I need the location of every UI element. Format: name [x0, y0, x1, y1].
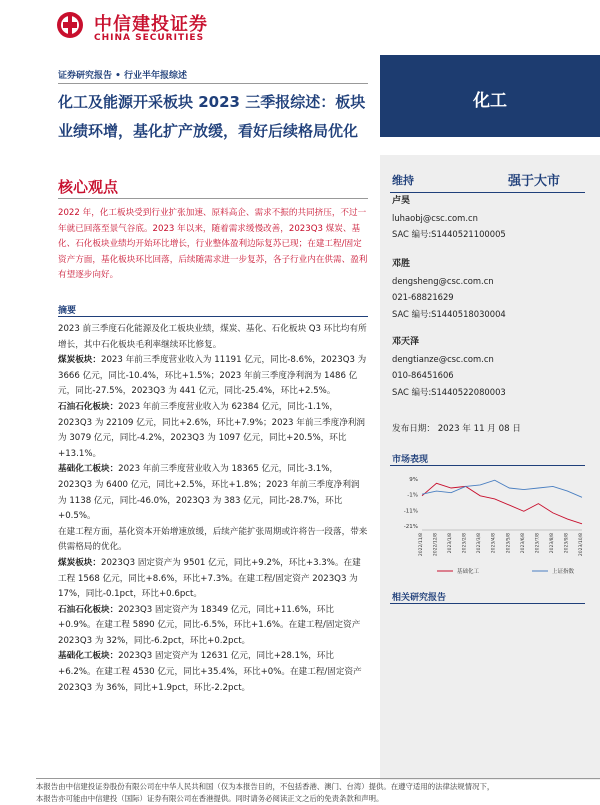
y-tick-label: 9%: [409, 477, 418, 484]
core-view-text: 2022 年，化工板块受到行业扩张加速、原料高企、需求不振的共同挤压，不过一年就已回落至景气谷底。2023 年以来，随着需求缓慢改善，2023Q3 煤炭、基化、石化板块业绩均开始环比增长，行业整体盈利边际复苏已现；在建工程/固定资产方面，基化板块环比回落，后续随需求进一步复苏，各子行业内在供需、盈利有望逐步向好。: [58, 208, 368, 281]
analyst-name: 卢昊: [392, 196, 411, 206]
analyst-name: 邓天泽: [392, 337, 420, 347]
paragraph-label: 煤炭板块：: [58, 557, 101, 568]
analyst-phone: 021-68821629: [392, 292, 454, 302]
sector-label: 化工: [473, 91, 507, 111]
revenue-coal: [58, 353, 368, 400]
abstract-intro: 2023 前三季度石化能源及化工板块业绩，煤炭、基化、石化板块 Q3 环比均有所增长，其中石化板块毛利率继续环比修复。: [58, 324, 367, 350]
divider: [58, 316, 368, 317]
paragraph-text: 2023Q3 固定资产为 9501 亿元，同比+9.2%，环比+3.3%。在建工程 1568 亿元，同比+8.6%，环比+7.3%。在建工程/固定资产 2023Q3 为 17%，同比-0.1pct，环比+0.6pct。: [58, 557, 361, 600]
y-tick-label: -11%: [403, 508, 418, 515]
x-tick-label: 2023/3/8: [477, 533, 483, 554]
revenue-basic-chem: [58, 462, 368, 524]
analyst-card: [392, 193, 592, 243]
rating-action: 维持: [392, 174, 414, 187]
paragraph-label: 石油石化板块：: [58, 401, 119, 412]
rating-value: 强于大市: [508, 174, 561, 189]
analyst-card: [392, 334, 592, 400]
y-tick-label: -1%: [407, 492, 418, 499]
capex-petrochem: [58, 603, 368, 650]
sidebar-panel: [380, 155, 600, 780]
divider: [390, 465, 585, 466]
publish-date: 发布日期： 2023 年 11 月 08 日: [392, 424, 521, 434]
x-tick-label: 2023/10/8: [579, 533, 584, 557]
analyst-sac: SAC 编号:S1440522080003: [392, 386, 506, 397]
divider: [58, 198, 368, 199]
analyst-email: dengtianze@csc.com.cn: [392, 353, 494, 364]
legend-label: 基础化工: [457, 569, 480, 575]
analyst-name: 邓胜: [392, 259, 411, 269]
revenue-petrochem: [58, 400, 368, 462]
paragraph-label: 煤炭板块：: [58, 355, 101, 366]
paragraph-text: 2023Q3 固定资产为 12631 亿元，同比+28.1%，环比+6.2%。在建工程 4530 亿元，同比+35.4%，环比+0%。在建工程/固定资产 2023Q3 为 36%，同比+1.9pct，环比-2.2pct。: [58, 651, 362, 693]
market-performance-heading: 市场表现: [392, 455, 429, 465]
divider: [58, 83, 368, 84]
x-tick-label: 2023/2/8: [462, 533, 468, 554]
abstract-body: [58, 322, 368, 696]
y-tick-label: -21%: [403, 523, 418, 530]
report-type: 证券研究报告 • 行业半年报综述: [58, 71, 188, 81]
analyst-phone: 010-86451606: [392, 370, 454, 380]
legend-label: 上证指数: [552, 569, 575, 575]
analyst-sac: SAC 编号:S1440518030004: [392, 308, 506, 319]
logo-text-en: CHINA SECURITIES: [94, 33, 205, 43]
capex-intro: 在建工程方面，基化资本开始增速放缓，后续产能扩张周期或许将告一段落，带来供需格局的优化。: [58, 526, 368, 553]
analyst-card: [392, 256, 592, 322]
x-tick-label: 2022/11/8: [419, 533, 424, 557]
x-tick-label: 2023/1/8: [448, 533, 454, 554]
analyst-email: dengsheng@csc.com.cn: [392, 275, 494, 286]
capex-basic-chem: [58, 649, 368, 696]
paragraph-label: 石油石化板块：: [58, 604, 119, 615]
analyst-sac: SAC 编号:S1440521100005: [392, 229, 506, 239]
paragraph-text: 2023 年前三季度营业收入为 18365 亿元，同比-3.1%，2023Q3 为 6400 亿元，同比+2.5%，环比+1.8%；2023 年前三季度净利润为 1138 亿元，同比-46.0%，2023Q3 为 383 亿元，同比-28.7%，环比+0.5%。: [58, 464, 360, 522]
report-title: 化工及能源开采板块 2023 三季报综述：板块业绩环增，基化扩产放缓，看好后续格局优化: [58, 93, 366, 140]
paragraph-text: 2023 年前三季度营业收入为 62384 亿元，同比-1.1%，2023Q3 为 22109 亿元，同比+2.6%，环比+7.9%；2023 年前三季度净利润为 3079 亿元，同比-4.2%，2023Q3 为 1097 亿元，同比+20.5%，环比+13.1%。: [58, 401, 365, 459]
disclaimer-footer: [36, 781, 598, 805]
capex-coal: [58, 556, 368, 603]
paragraph-text: 2023 年前三季度营业收入为 11191 亿元，同比-8.6%，2023Q3 为 3666 亿元，同比-10.4%，环比+1.5%；2023 年前三季度净利润为 1486 亿元，同比-27.5%，2023Q3 为 441 亿元，同比-25.4%，环比+2.5%。: [58, 355, 367, 397]
china-securities-logo-icon: [56, 11, 84, 39]
divider: [36, 778, 600, 779]
market-performance-chart: [392, 470, 588, 580]
paragraph-label: 基础化工板块：: [58, 651, 119, 662]
logo-text-cn: 中信建投证券: [94, 14, 208, 35]
series-line-sse-index: [422, 480, 582, 497]
x-tick-label: 2023/9/8: [564, 533, 570, 554]
paragraph-label: 基础化工板块：: [58, 464, 119, 475]
abstract-heading: 摘要: [58, 306, 77, 316]
core-view-heading: 核心观点: [58, 178, 119, 196]
x-tick-label: 2022/12/8: [433, 533, 439, 557]
x-tick-label: 2023/6/8: [520, 533, 526, 554]
paragraph-text: 2023Q3 固定资产为 18349 亿元，同比+11.6%，环比+0.9%。在建工程 5890 亿元，同比-6.5%，环比+1.6%。在建工程/固定资产 2023Q3 为 32%，同比-6.2pct，环比+0.2pct。: [58, 604, 361, 646]
x-tick-label: 2023/7/8: [535, 533, 541, 554]
x-tick-label: 2023/8/8: [549, 533, 555, 554]
series-line-basic-chem: [422, 483, 582, 524]
x-tick-label: 2023/4/8: [491, 533, 497, 554]
analyst-email: luhaobj@csc.com.cn: [392, 212, 478, 223]
disclaimer-line: 本报告亦可能由中信建投（国际）证券有限公司在香港提供。同时请务必阅读正文之后的免责条款和声明。: [36, 794, 384, 803]
x-tick-label: 2023/5/8: [506, 533, 512, 554]
disclaimer-line: 本报告由中信建投证券股份有限公司在中华人民共和国（仅为本报告目的，不包括香港、澳门、台湾）提供。在遵守适用的法律法规情况下，: [36, 782, 495, 791]
related-reports-heading: 相关研究报告: [392, 593, 447, 603]
divider: [390, 603, 585, 604]
